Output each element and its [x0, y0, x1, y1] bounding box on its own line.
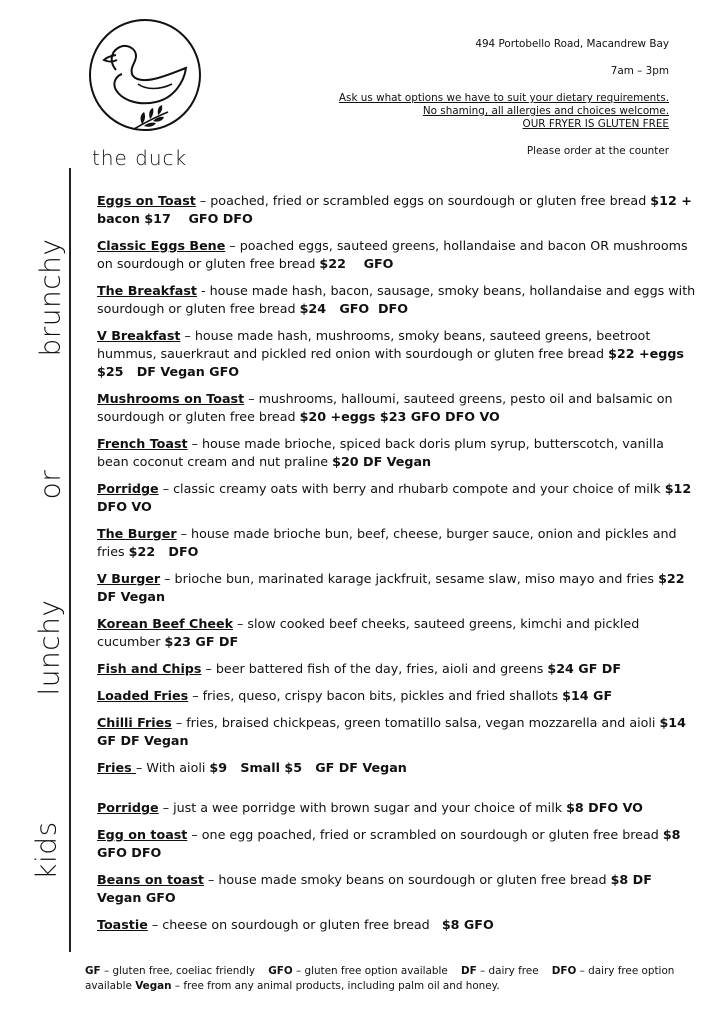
menu-item-name: Porridge: [97, 800, 159, 815]
menu-item-description: – house made brioche, spiced back doris plum syrup, butterscotch, vanilla bean coconut cream and nut praline: [97, 436, 664, 469]
menu-item-name: Mushrooms on Toast: [97, 391, 245, 406]
menu-item-description: – just a wee porridge with brown sugar and your choice of milk: [158, 800, 567, 815]
menu-item: [97, 192, 697, 228]
menu-item: [97, 525, 697, 561]
menu-item-price: $23 GF DF: [164, 634, 239, 649]
menu-item-description: – With aioli: [136, 760, 210, 775]
menu-item: [97, 282, 697, 318]
menu-item-price: $9 Small $5 GF DF Vegan: [209, 760, 407, 775]
menu-item-price: $12 + bacon $17 GFO DFO: [97, 193, 692, 226]
menu-item-price: $20 +eggs $23 GFO DFO VO: [299, 409, 500, 424]
menu-item: [97, 799, 697, 817]
menu-item-description: – cheese on sourdough or gluten free bread: [147, 917, 442, 932]
menu-item-price: $12 DFO VO: [97, 481, 692, 514]
key-dfo: DFO: [551, 965, 577, 977]
menu-item-description: – poached, fried or scrambled eggs on sourdough or gluten free bread: [195, 193, 651, 208]
dietary-key: [85, 964, 685, 993]
menu-item-name: Eggs on Toast: [97, 193, 196, 208]
menu-item-description: – poached eggs, sauteed greens, hollandaise and bacon OR mushrooms on sourdough or gluten free bread: [97, 238, 688, 271]
order-note: Please order at the counter: [526, 145, 669, 157]
menu-item: [97, 390, 697, 426]
menu-item-description: – house made hash, mushrooms, smoky beans, sauteed greens, beetroot hummus, sauerkraut and pickled red onion with sourdough or gluten free bread: [97, 328, 651, 361]
menu-item-description: – house made brioche bun, beef, cheese, burger sauce, onion and pickles and fries: [97, 526, 677, 559]
header-info: [309, 38, 669, 158]
key-df: DF: [460, 965, 477, 977]
key-vegan: Vegan: [135, 979, 172, 992]
menu-item-description: – slow cooked beef cheeks, sauteed greens, kimchi and pickled cucumber: [97, 616, 640, 649]
menu-item: [97, 871, 697, 907]
menu-item: [97, 570, 697, 606]
menu-item-name: Fries: [97, 760, 137, 775]
menu-item: [97, 687, 697, 705]
menu-item-description: – fries, braised chickpeas, green tomatillo salsa, vegan mozzarella and aioli: [171, 715, 660, 730]
menu-item-description: – one egg poached, fried or scrambled on sourdough or gluten free bread: [187, 827, 663, 842]
menu-item: [97, 327, 697, 381]
opening-hours: 7am – 3pm: [610, 65, 669, 77]
brand-name: the duck: [92, 146, 188, 170]
menu-item-price: $22 GFO: [319, 256, 394, 271]
menu-item-name: French Toast: [97, 436, 188, 451]
section-label-kids: kids: [29, 821, 63, 880]
menu-item-name: Classic Eggs Bene: [97, 238, 226, 253]
key-gfo-desc: – gluten free option available: [292, 965, 461, 977]
section-label-or: or: [33, 469, 67, 500]
key-gf: GF: [85, 965, 101, 977]
menu-item-price: $8 DFO VO: [566, 800, 643, 815]
dietary-line: Ask us what options we have to suit your dietary requirements.: [338, 92, 669, 104]
menu-item-name: Egg on toast: [97, 827, 188, 842]
menu-item-description: – house made smoky beans on sourdough or gluten free bread: [203, 872, 611, 887]
menu-item-price: $8 GFO: [441, 917, 494, 932]
logo: [86, 18, 206, 173]
key-dfo-desc: – dairy free option available: [85, 965, 675, 992]
menu-item-name: Korean Beef Cheek: [97, 616, 234, 631]
menu-item-description: – fries, queso, crispy bacon bits, pickles and fried shallots: [188, 688, 563, 703]
menu-item-description: – classic creamy oats with berry and rhubarb compote and your choice of milk: [158, 481, 665, 496]
menu-item-price: $24 GFO DFO: [299, 301, 409, 316]
menu-item-name: The Breakfast: [97, 283, 197, 298]
duck-logo-icon: [86, 18, 206, 148]
menu-item-description: – mushrooms, halloumi, sauteed greens, pesto oil and balsamic on sourdough or gluten free bread: [97, 391, 673, 424]
section-label-brunchy: brunchy: [33, 238, 67, 357]
menu-item-price: $14 GF DF Vegan: [97, 715, 686, 748]
menu-item-description: – brioche bun, marinated karage jackfruit, sesame slaw, miso mayo and fries: [160, 571, 659, 586]
menu-item: [97, 660, 697, 678]
key-gf-desc: – gluten free, coeliac friendly: [100, 965, 269, 977]
key-gfo: GFO: [268, 965, 293, 977]
menu-item-price: $14 GF: [562, 688, 613, 703]
menu-item-price: $8 GFO DFO: [97, 827, 681, 860]
menu-item: [97, 480, 697, 516]
address: 494 Portobello Road, Macandrew Bay: [475, 38, 669, 50]
menu-item: [97, 435, 697, 471]
key-df-desc: – dairy free: [476, 965, 552, 977]
menu-item-price: $24 GF DF: [547, 661, 622, 676]
menu-list: [97, 192, 697, 943]
menu-item-name: V Breakfast: [97, 328, 181, 343]
menu-item: [97, 826, 697, 862]
fryer-note: OUR FRYER IS GLUTEN FREE: [522, 118, 669, 130]
menu-item-price: $22 +eggs $25 DF Vegan GFO: [97, 346, 684, 379]
menu-item: [97, 916, 697, 934]
menu-item-name: Porridge: [97, 481, 159, 496]
menu-item-name: The Burger: [97, 526, 177, 541]
menu-item-price: $22 DFO: [128, 544, 199, 559]
menu-item-price: $20 DF Vegan: [332, 454, 432, 469]
menu-item-price: $8 DF Vegan GFO: [97, 872, 652, 905]
menu-item-name: Chilli Fries: [97, 715, 172, 730]
key-vegan-desc: – free from any animal products, including palm oil and honey.: [171, 979, 500, 992]
dietary-line: No shaming, all allergies and choices welcome.: [422, 105, 669, 117]
menu-item-name: Beans on toast: [97, 872, 204, 887]
menu-item: [97, 615, 697, 651]
menu-item-name: Toastie: [97, 917, 148, 932]
menu-item-price: $22 DF Vegan: [97, 571, 685, 604]
menu-item-name: Loaded Fries: [97, 688, 189, 703]
menu-item-name: Fish and Chips: [97, 661, 202, 676]
menu-item: [97, 759, 697, 777]
divider: [69, 168, 71, 952]
menu-item-name: V Burger: [97, 571, 161, 586]
section-label-lunchy: lunchy: [32, 599, 66, 696]
menu-item-description: – beer battered fish of the day, fries, aioli and greens: [201, 661, 548, 676]
menu-item-description: - house made hash, bacon, sausage, smoky beans, hollandaise and eggs with sourdough or gluten free bread: [97, 283, 696, 316]
menu-item: [97, 237, 697, 273]
menu-item: [97, 714, 697, 750]
